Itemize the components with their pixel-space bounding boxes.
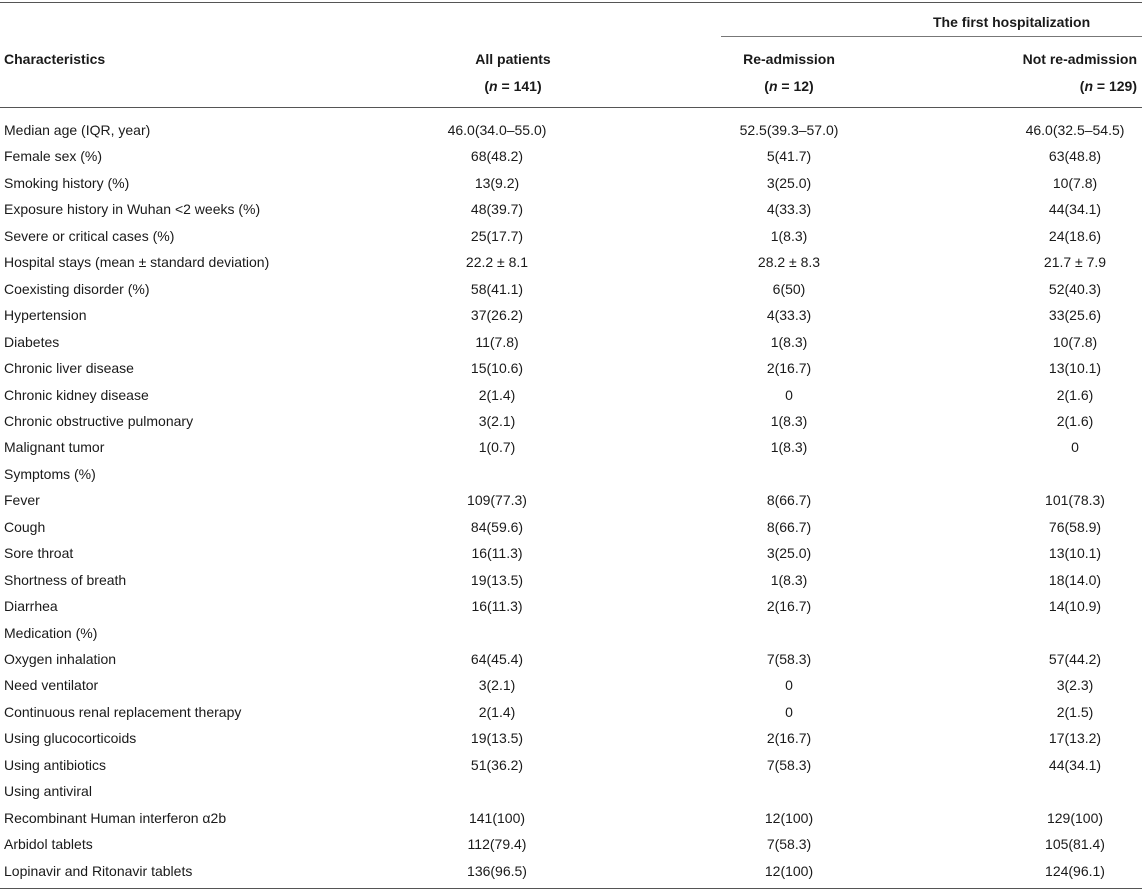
col-header-readmission: Re-admission bbox=[743, 51, 835, 67]
cell-all-patients: 13(9.2) bbox=[474, 174, 520, 191]
row-label: Female sex (%) bbox=[4, 148, 103, 165]
top-rule bbox=[0, 2, 1142, 3]
cell-all-patients: 16(11.3) bbox=[471, 545, 523, 562]
cell-not-readmission: 24(18.6) bbox=[1048, 227, 1102, 244]
cell-readmission: 52.5(39.3–57.0) bbox=[739, 122, 839, 138]
row-label: Chronic liver disease bbox=[4, 360, 134, 377]
cell-not-readmission: 14(10.9) bbox=[1048, 598, 1102, 615]
n-equals: = bbox=[777, 78, 794, 94]
row-label: Using antibiotics bbox=[4, 756, 106, 773]
cell-not-readmission: 17(13.2) bbox=[1048, 730, 1102, 747]
row-label: Lopinavir and Ritonavir tablets bbox=[4, 862, 193, 879]
cell-readmission: 3(25.0) bbox=[766, 545, 812, 562]
cell-all-patients: 3(2.1) bbox=[478, 677, 516, 694]
row-label: Fever bbox=[4, 492, 40, 509]
cell-not-readmission: 10(7.8) bbox=[1052, 174, 1098, 191]
cell-readmission: 12(100) bbox=[764, 809, 814, 826]
row-label: Need ventilator bbox=[4, 677, 99, 694]
cell-all-patients: 48(39.7) bbox=[470, 201, 524, 218]
cell-readmission: 12(100) bbox=[764, 862, 814, 879]
cell-not-readmission: 129(100) bbox=[1046, 809, 1104, 826]
col-header-characteristics: Characteristics bbox=[4, 51, 106, 67]
cell-all-patients: 141(100) bbox=[468, 809, 526, 826]
cell-readmission: 0 bbox=[785, 677, 793, 694]
cell-not-readmission: 13(10.1) bbox=[1048, 360, 1102, 377]
cell-not-readmission: 105(81.4) bbox=[1045, 836, 1105, 853]
cell-readmission: 8(66.7) bbox=[766, 492, 812, 509]
cell-all-patients: 112(79.4) bbox=[467, 836, 527, 853]
cell-not-readmission: 13(10.1) bbox=[1048, 545, 1102, 562]
group-underline bbox=[721, 36, 1142, 37]
row-label: Diabetes bbox=[4, 333, 60, 350]
n-symbol: n bbox=[489, 78, 498, 94]
cell-all-patients: 136(96.5) bbox=[467, 862, 527, 879]
cell-all-patients: 22.2 ± 8.1 bbox=[465, 254, 529, 271]
row-label: Coexisting disorder (%) bbox=[4, 280, 150, 297]
cell-readmission: 7(58.3) bbox=[766, 651, 812, 667]
cell-all-patients: 51(36.2) bbox=[470, 756, 524, 773]
cell-not-readmission: 44(34.1) bbox=[1048, 201, 1102, 218]
cell-all-patients: 2(1.4) bbox=[478, 386, 516, 403]
cell-all-patients: 11(7.8) bbox=[475, 333, 519, 350]
n-value: 12 bbox=[793, 78, 810, 94]
row-label: Hypertension bbox=[4, 307, 87, 324]
row-label: Exposure history in Wuhan <2 weeks (%) bbox=[4, 201, 261, 218]
row-label: Shortness of breath bbox=[4, 571, 127, 588]
cell-readmission: 2(16.7) bbox=[766, 730, 812, 747]
cell-not-readmission: 0 bbox=[1071, 439, 1079, 456]
cell-readmission: 2(16.7) bbox=[766, 360, 812, 377]
cell-not-readmission: 2(1.5) bbox=[1056, 703, 1094, 720]
cell-all-patients: 2(1.4) bbox=[478, 703, 516, 720]
cell-readmission: 3(25.0) bbox=[766, 174, 812, 191]
cell-readmission: 8(66.7) bbox=[766, 518, 812, 535]
cell-readmission: 4(33.3) bbox=[766, 201, 812, 218]
row-label: Diarrhea bbox=[4, 598, 58, 615]
cell-readmission: 1(8.3) bbox=[770, 571, 808, 588]
cell-readmission: 1(8.3) bbox=[770, 333, 808, 350]
cell-readmission: 7(58.3) bbox=[766, 836, 812, 853]
col-header-not-readmission-n: (n = 129) bbox=[1079, 78, 1137, 94]
cell-all-patients: 84(59.6) bbox=[470, 518, 524, 535]
cell-not-readmission: 52(40.3) bbox=[1048, 280, 1102, 297]
cell-all-patients: 37(26.2) bbox=[470, 307, 524, 324]
cell-not-readmission: 10(7.8) bbox=[1052, 333, 1098, 350]
cell-not-readmission: 101(78.3) bbox=[1045, 492, 1105, 509]
cell-not-readmission: 2(1.6) bbox=[1056, 412, 1094, 429]
cell-all-patients: 109(77.3) bbox=[467, 492, 527, 509]
row-label: Arbidol tablets bbox=[4, 836, 93, 853]
cell-not-readmission: 124(96.1) bbox=[1045, 862, 1105, 879]
cell-all-patients: 19(13.5) bbox=[470, 730, 524, 747]
cell-readmission: 0 bbox=[785, 703, 793, 720]
row-label: Using antiviral bbox=[4, 783, 92, 800]
row-label: Oxygen inhalation bbox=[4, 651, 117, 667]
cell-not-readmission: 18(14.0) bbox=[1048, 571, 1102, 588]
cell-readmission: 4(33.3) bbox=[766, 307, 812, 324]
cell-readmission: 1(8.3) bbox=[770, 439, 808, 456]
n-value: 141 bbox=[513, 78, 537, 94]
cell-all-patients: 19(13.5) bbox=[470, 571, 524, 588]
n-symbol: n bbox=[768, 78, 778, 94]
col-header-all-patients: All patients bbox=[475, 51, 551, 67]
col-header-readmission-n: (n = 12) bbox=[764, 78, 814, 94]
row-label: Using glucocorticoids bbox=[4, 730, 137, 747]
row-label: Median age (IQR, year) bbox=[4, 122, 151, 138]
group-header: The first hospitalization bbox=[933, 14, 1091, 30]
cell-readmission: 0 bbox=[785, 386, 793, 403]
row-label: Smoking history (%) bbox=[4, 174, 130, 191]
n-equals: = bbox=[497, 78, 514, 94]
cell-not-readmission: 63(48.8) bbox=[1048, 148, 1102, 165]
cell-not-readmission: 76(58.9) bbox=[1048, 518, 1102, 535]
row-label: Recombinant Human interferon α2b bbox=[4, 809, 227, 826]
row-label: Chronic kidney disease bbox=[4, 386, 149, 403]
cell-all-patients: 46.0(34.0–55.0) bbox=[447, 122, 547, 138]
cell-all-patients: 15(10.6) bbox=[470, 360, 524, 377]
cell-readmission: 2(16.7) bbox=[766, 598, 812, 615]
n-symbol: n bbox=[1084, 78, 1093, 94]
cell-not-readmission: 57(44.2) bbox=[1048, 651, 1102, 667]
cell-all-patients: 25(17.7) bbox=[470, 227, 524, 244]
row-label: Sore throat bbox=[4, 545, 74, 562]
cell-not-readmission: 33(25.6) bbox=[1048, 307, 1102, 324]
cell-not-readmission: 46.0(32.5–54.5) bbox=[1025, 122, 1125, 138]
row-label: Medication (%) bbox=[4, 624, 98, 641]
cell-not-readmission: 2(1.6) bbox=[1056, 386, 1094, 403]
cell-all-patients: 68(48.2) bbox=[470, 148, 524, 165]
col-header-all-patients-n: (n = 141) bbox=[484, 78, 542, 94]
row-label: Hospital stays (mean ± standard deviation) bbox=[4, 254, 270, 271]
n-value: 129 bbox=[1108, 78, 1133, 94]
cell-readmission: 1(8.3) bbox=[770, 227, 808, 244]
cell-all-patients: 1(0.7) bbox=[478, 439, 516, 456]
cell-all-patients: 58(41.1) bbox=[470, 280, 524, 297]
cell-all-patients: 3(2.1) bbox=[478, 412, 516, 429]
n-equals: = bbox=[1093, 78, 1109, 94]
row-label: Symptoms (%) bbox=[4, 465, 96, 482]
col-header-not-readmission: Not re-admission bbox=[1022, 51, 1137, 67]
cell-not-readmission: 44(34.1) bbox=[1048, 756, 1102, 773]
row-label: Malignant tumor bbox=[4, 439, 105, 456]
cell-readmission: 6(50) bbox=[772, 280, 806, 297]
cell-readmission: 5(41.7) bbox=[766, 148, 812, 165]
header-rule bbox=[0, 107, 1142, 108]
cell-all-patients: 16(11.3) bbox=[471, 598, 523, 615]
row-label: Cough bbox=[4, 518, 46, 535]
cell-readmission: 1(8.3) bbox=[770, 412, 808, 429]
cell-all-patients: 64(45.4) bbox=[470, 651, 524, 667]
cell-readmission: 7(58.3) bbox=[766, 756, 812, 773]
row-label: Chronic obstructive pulmonary bbox=[4, 412, 194, 429]
cell-not-readmission: 3(2.3) bbox=[1056, 677, 1094, 694]
bottom-rule bbox=[0, 888, 1142, 889]
row-label: Continuous renal replacement therapy bbox=[4, 703, 242, 720]
row-label: Severe or critical cases (%) bbox=[4, 227, 175, 244]
cell-readmission: 28.2 ± 8.3 bbox=[757, 254, 821, 271]
cell-not-readmission: 21.7 ± 7.9 bbox=[1043, 254, 1107, 271]
